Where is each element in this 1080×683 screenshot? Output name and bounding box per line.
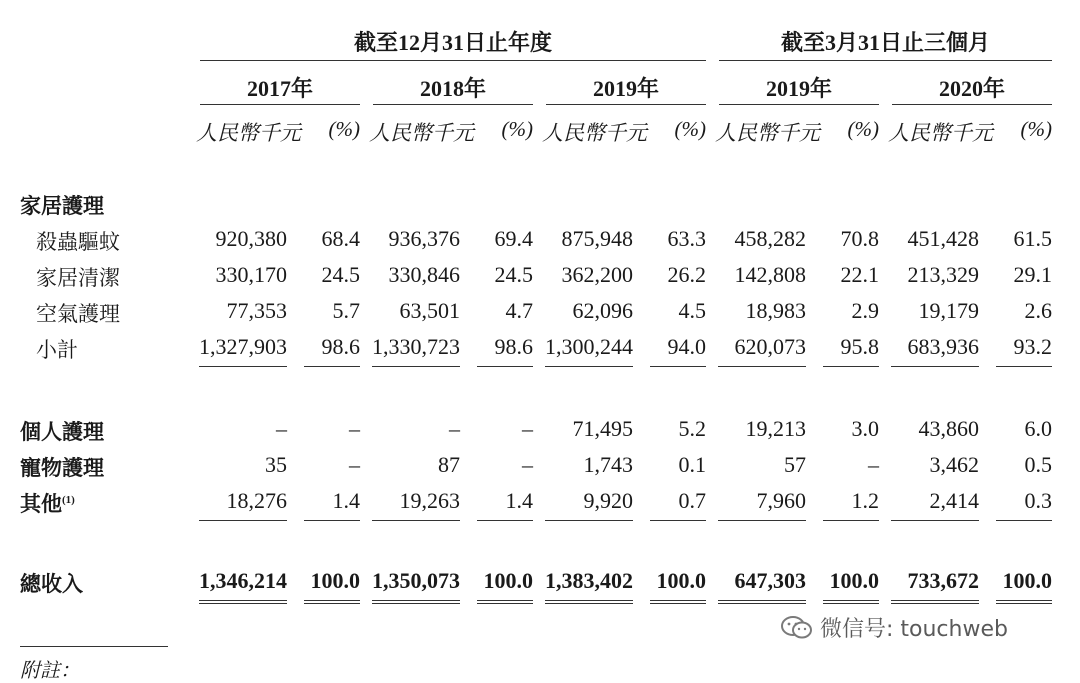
total-underline [304,603,360,604]
year-line [719,104,879,105]
percent-cell: 93.2 [1013,334,1052,359]
percent-cell: 22.1 [840,262,879,287]
percent-cell: 98.6 [321,334,360,359]
subtotal-underline [477,366,533,367]
subtotal-underline [304,366,360,367]
amount-cell: 63,501 [399,298,460,323]
amount-cell: 77,353 [226,298,287,323]
subtotal-underline [199,366,287,367]
percent-cell: 68.4 [321,226,360,251]
amount-cell: 2,414 [929,488,979,513]
percent-cell: 0.7 [678,488,706,513]
percent-cell: 69.4 [494,226,533,251]
subtotal-underline [718,366,806,367]
row-label-pet-care: 寵物護理 [20,456,104,480]
year-header-2019-q1: 2019年 [765,76,832,101]
percent-cell: 0.3 [1024,488,1052,513]
pct-label: (%) [501,117,533,141]
section-title-home-care: 家居護理 [20,194,104,218]
amount-cell: 142,808 [734,262,806,287]
total-underline [545,600,633,601]
group-line-year [200,60,706,61]
amount-cell: 57 [784,452,806,477]
percent-cell: 70.8 [840,226,879,251]
percent-cell: 98.6 [494,334,533,359]
amount-cell: 330,170 [215,262,287,287]
percent-cell: – [868,452,879,477]
group-header-quarter: 截至3月31日止三個月 [780,30,990,55]
subtotal-underline [199,520,287,521]
amount-cell: 19,263 [399,488,460,513]
row-label-total: 總收入 [20,572,83,596]
year-line [200,104,360,105]
total-underline [996,603,1052,604]
group-line-quarter [719,60,1052,61]
row-label-other [20,488,75,518]
percent-cell: 100.0 [483,568,533,593]
total-underline [996,600,1052,601]
total-underline [650,603,706,604]
percent-cell: 1.4 [332,488,360,513]
percent-cell: 0.5 [1024,452,1052,477]
amount-cell: – [276,416,287,441]
amount-cell: 362,200 [561,262,633,287]
amount-cell: 875,948 [561,226,633,251]
row-label: 空氣護理 [36,302,120,326]
amount-cell: 43,860 [918,416,979,441]
amount-cell: 9,920 [583,488,633,513]
total-underline [891,603,979,604]
year-header-2019: 2019年 [592,76,659,101]
amount-cell: 19,179 [918,298,979,323]
amount-cell: 330,846 [388,262,460,287]
subtotal-underline [372,520,460,521]
footnote-marker: (1) [62,494,75,506]
row-label: 家居清潔 [36,266,120,290]
year-line [373,104,533,105]
amount-cell: 35 [265,452,287,477]
total-underline [823,600,879,601]
watermark-text: 微信号: touchweb [820,617,1008,642]
total-underline [477,600,533,601]
amount-cell: 733,672 [907,568,979,593]
total-underline [545,603,633,604]
amount-cell: 1,383,402 [545,568,633,593]
percent-cell: – [349,416,360,441]
percent-cell: 1.4 [505,488,533,513]
subtotal-underline [372,366,460,367]
unit-label: 人民幣千元 [715,121,820,145]
amount-cell: 19,213 [745,416,806,441]
total-underline [372,603,460,604]
subtotal-underline [718,520,806,521]
amount-cell: 458,282 [734,226,806,251]
subtotal-underline [545,366,633,367]
subtotal-underline [545,520,633,521]
group-header-year: 截至12月31日止年度 [353,30,552,55]
unit-label: 人民幣千元 [369,121,474,145]
percent-cell: 0.1 [678,452,706,477]
percent-cell: 63.3 [667,226,706,251]
subtotal-underline [650,366,706,367]
row-label-other-text: 其他 [20,492,62,516]
amount-cell: 3,462 [929,452,979,477]
year-line [546,104,706,105]
percent-cell: – [349,452,360,477]
amount-cell: 920,380 [215,226,287,251]
percent-cell: – [522,416,533,441]
amount-cell: 213,329 [907,262,979,287]
subtotal-underline [996,366,1052,367]
percent-cell: 2.9 [851,298,879,323]
amount-cell: 451,428 [907,226,979,251]
year-header-2018: 2018年 [419,76,486,101]
unit-label: 人民幣千元 [888,121,993,145]
amount-cell: 1,743 [583,452,633,477]
year-line [892,104,1052,105]
amount-cell: 620,073 [734,334,806,359]
total-underline [304,600,360,601]
subtotal-underline [823,520,879,521]
percent-cell: 24.5 [494,262,533,287]
percent-cell: 3.0 [851,416,879,441]
subtotal-underline [650,520,706,521]
row-label: 小計 [36,338,78,362]
percent-cell: 94.0 [667,334,706,359]
amount-cell: 87 [438,452,460,477]
total-underline [891,600,979,601]
subtotal-underline [996,520,1052,521]
unit-label: 人民幣千元 [542,121,647,145]
percent-cell: 100.0 [829,568,879,593]
amount-cell: – [449,416,460,441]
amount-cell: 1,300,244 [545,334,633,359]
row-label-personal-care: 個人護理 [20,420,104,444]
pct-label: (%) [674,117,706,141]
year-header-2017: 2017年 [246,76,313,101]
percent-cell: 5.7 [332,298,360,323]
percent-cell: 29.1 [1013,262,1052,287]
percent-cell: 100.0 [310,568,360,593]
watermark [780,612,1008,643]
amount-cell: 683,936 [907,334,979,359]
amount-cell: 71,495 [572,416,633,441]
total-underline [718,603,806,604]
percent-cell: 61.5 [1013,226,1052,251]
subtotal-underline [304,520,360,521]
wechat-icon [780,614,814,642]
total-underline [718,600,806,601]
percent-cell: 6.0 [1024,416,1052,441]
percent-cell: 26.2 [667,262,706,287]
pct-label: (%) [328,117,360,141]
amount-cell: 62,096 [572,298,633,323]
percent-cell: – [522,452,533,477]
unit-label: 人民幣千元 [196,121,301,145]
total-underline [199,600,287,601]
percent-cell: 4.5 [678,298,706,323]
subtotal-underline [823,366,879,367]
subtotal-underline [891,520,979,521]
percent-cell: 100.0 [1002,568,1052,593]
amount-cell: 1,350,073 [372,568,460,593]
footnote-rule [20,646,168,647]
total-underline [477,603,533,604]
amount-cell: 1,330,723 [372,334,460,359]
pct-label: (%) [847,117,879,141]
percent-cell: 5.2 [678,416,706,441]
subtotal-underline [477,520,533,521]
percent-cell: 1.2 [851,488,879,513]
percent-cell: 24.5 [321,262,360,287]
amount-cell: 1,327,903 [199,334,287,359]
total-underline [823,603,879,604]
percent-cell: 2.6 [1024,298,1052,323]
total-underline [650,600,706,601]
amount-cell: 7,960 [756,488,806,513]
percent-cell: 100.0 [656,568,706,593]
amount-cell: 18,276 [226,488,287,513]
percent-cell: 4.7 [505,298,533,323]
amount-cell: 647,303 [734,568,806,593]
subtotal-underline [891,366,979,367]
percent-cell: 95.8 [840,334,879,359]
amount-cell: 18,983 [745,298,806,323]
total-underline [199,603,287,604]
footnote-title: 附註： [20,660,80,682]
total-underline [372,600,460,601]
amount-cell: 1,346,214 [199,568,287,593]
pct-label: (%) [1020,117,1052,141]
row-label: 殺蟲驅蚊 [36,230,120,254]
year-header-2020-q1: 2020年 [938,76,1005,101]
amount-cell: 936,376 [388,226,460,251]
